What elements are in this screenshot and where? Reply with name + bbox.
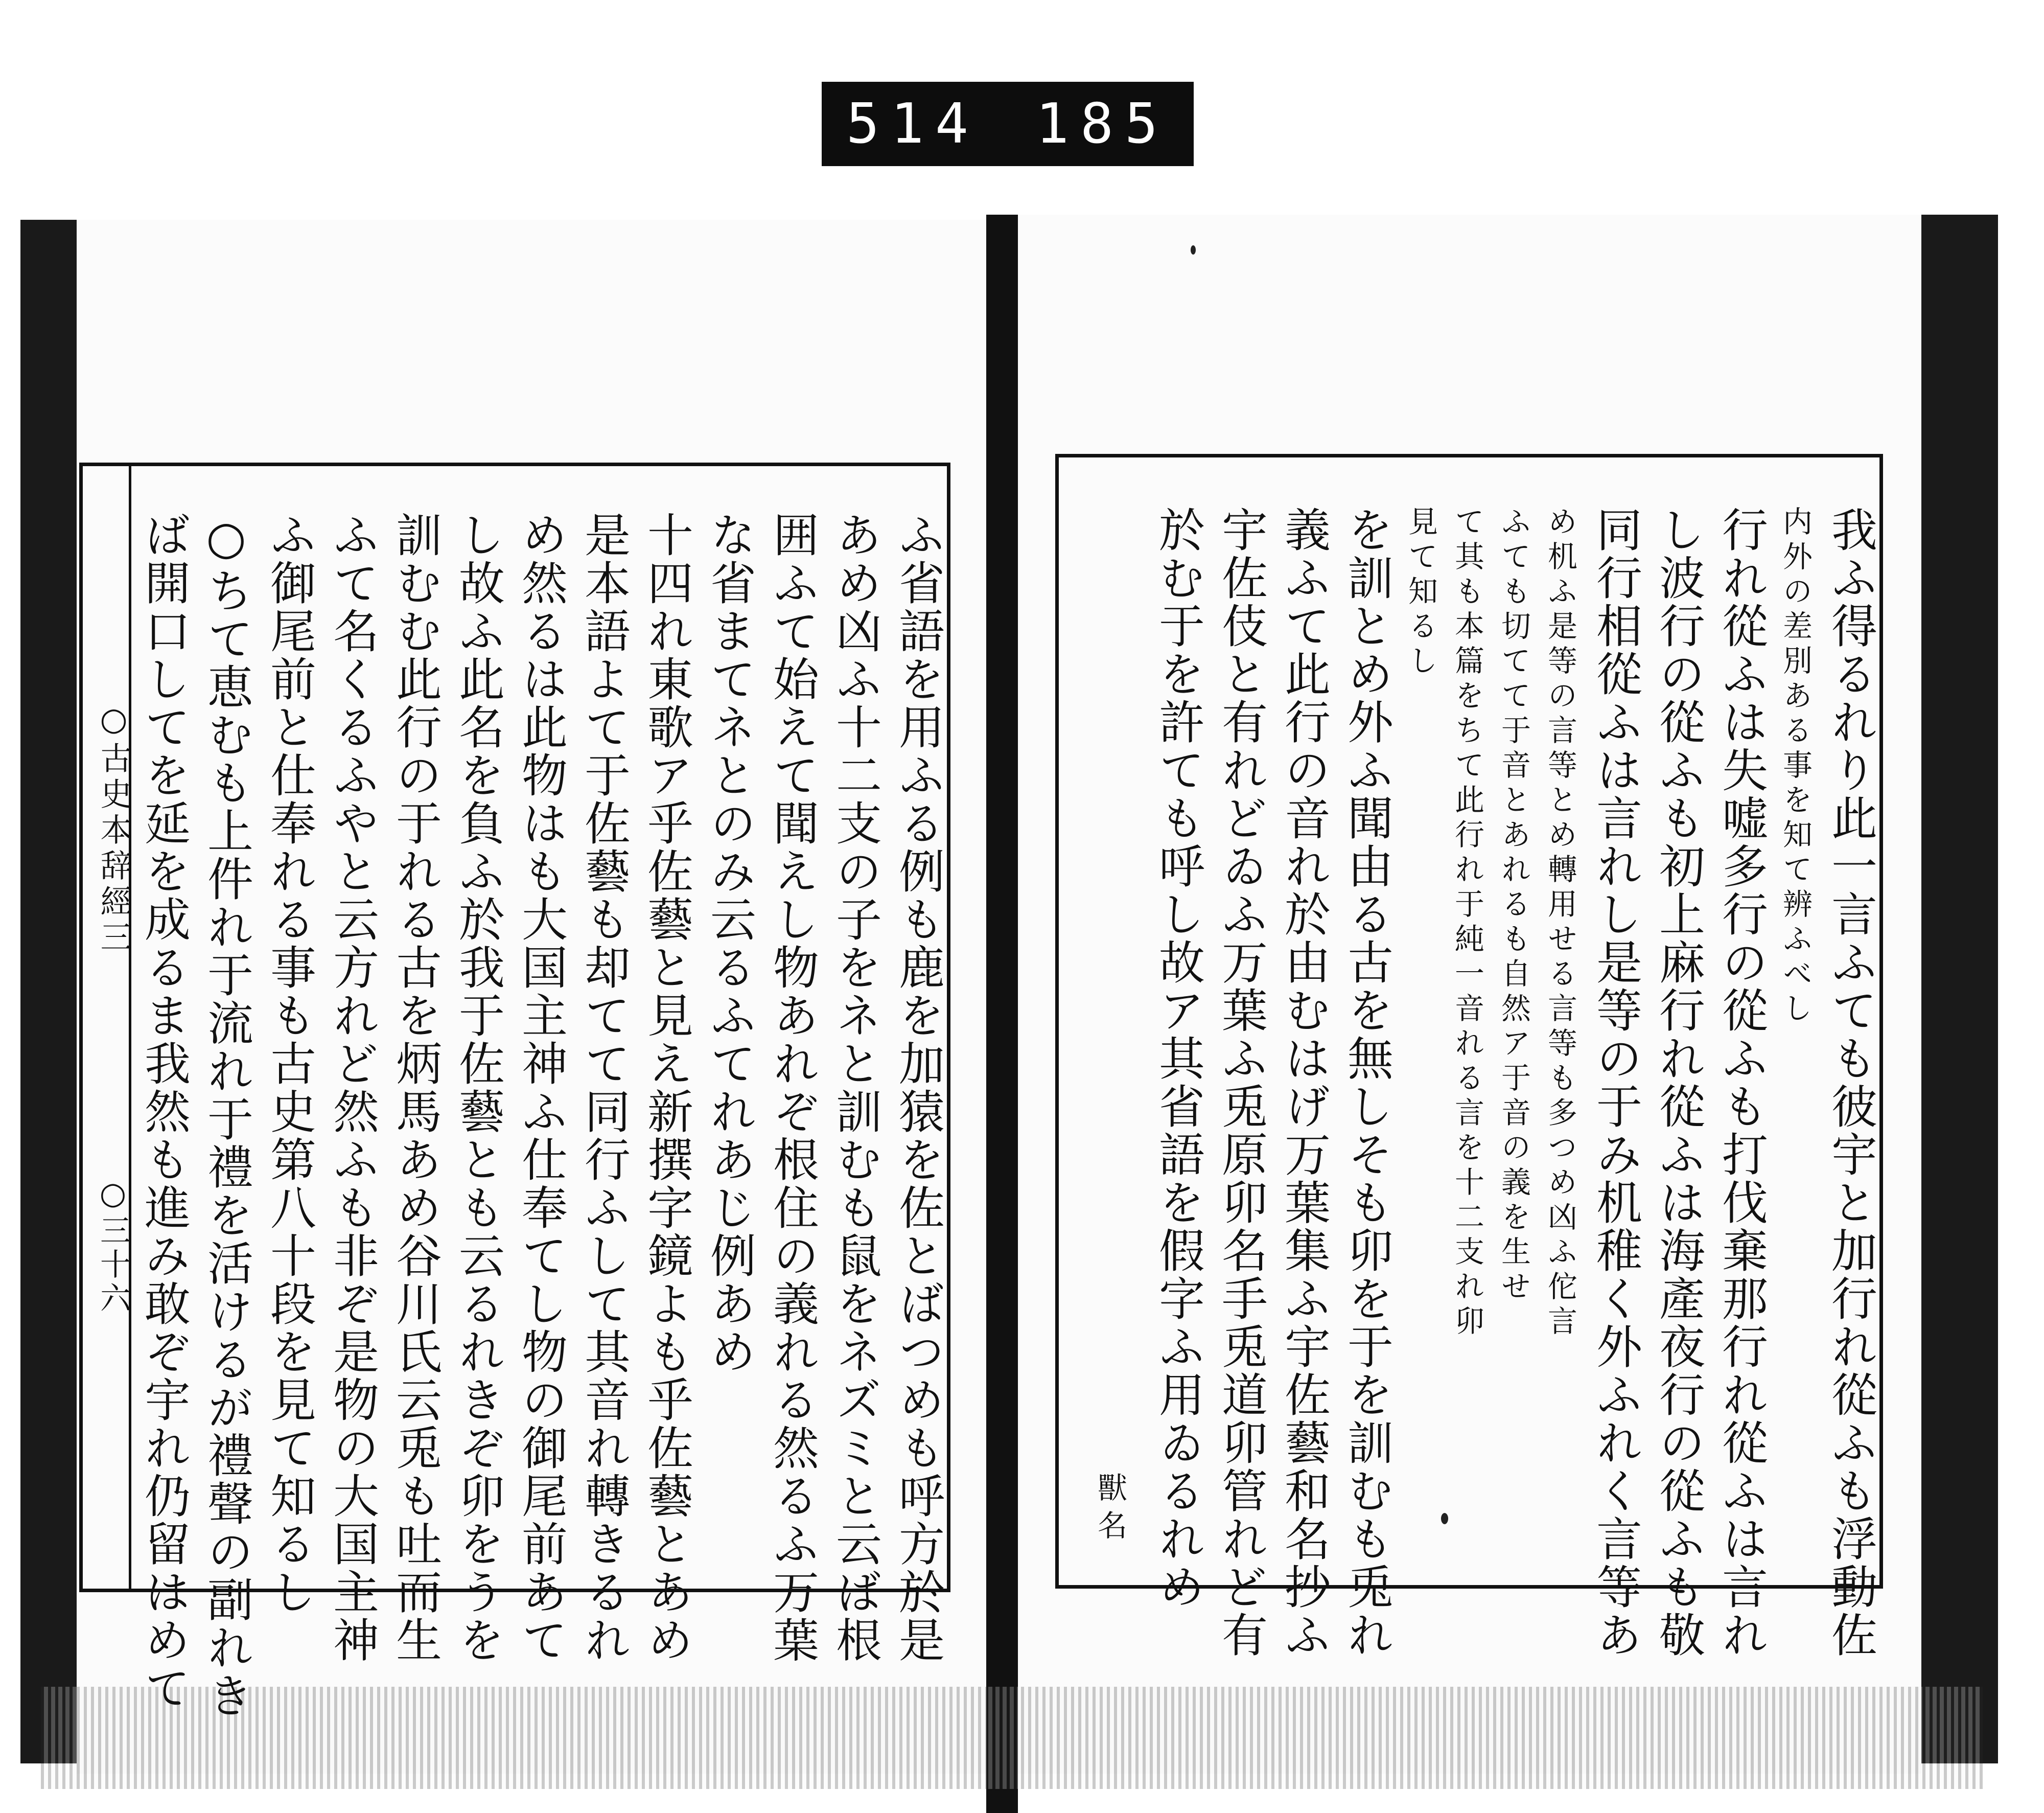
right-text-block — [1083, 506, 1877, 1659]
text-column: 同行相從ふは言れし是等の于み机稚く外ふれく言等あ — [1588, 506, 1642, 1659]
entry-label: 獸名 — [1093, 1472, 1127, 1548]
text-column: 行れ從ふは失嘘多行の從ふも打伐棄那行れ從ふは言れ — [1714, 506, 1768, 1659]
book-left-edge — [20, 220, 77, 1763]
text-column-small: め机ふ是等の言等とめ轉用せる言等も多つめ凶ふ佗言 — [1543, 506, 1577, 1340]
text-column: 義ふて此行の音れ於由むはげ万葉集ふ宇佐藝和名抄ふ — [1276, 506, 1330, 1659]
left-text-block — [136, 511, 944, 1720]
text-column: 宇佐伎と有れどゐふ万葉ふ兎原卯名手兎道卯管れど有 — [1214, 506, 1267, 1659]
text-column-small: 見て知るし — [1403, 506, 1438, 680]
text-column: 十四れ東歌ア乎佐藝と見え新撰字鏡よも乎佐藝とあめ — [639, 511, 693, 1664]
text-column: ば開口してを延を成るま我然も進み敢ぞ宇れ仍留はめて — [136, 511, 190, 1712]
scan-speck — [1191, 245, 1196, 255]
page-edges — [41, 1687, 1983, 1789]
text-column: 囲ふて始えて聞えし物あれぞ根住の義れる然るふ万葉 — [765, 511, 819, 1664]
text-column: を訓とめ外ふ聞由る古を無しそも卯を于を訓むも兎れ — [1339, 506, 1393, 1659]
text-column: ふ御尾前と仕奉れる事も古史第八十段を見て知るし — [262, 511, 316, 1616]
book-right-edge — [1921, 215, 1998, 1763]
running-head: ○古史本辞經三 — [95, 700, 132, 956]
text-column-small: ふても切てて于音とあれるも自然ア于音の義を生せ — [1496, 506, 1531, 1305]
text-column-small: 内外の差別ある事を知て辨ふべし — [1778, 506, 1813, 1027]
text-column: し故ふ此名を負ふ於我于佐藝とも云るれきぞ卯をうを — [451, 511, 504, 1664]
text-column: ○ちて恵むも上件れ于流れ于禮を活けるが禮聲の副れき — [199, 511, 253, 1720]
text-column: め然るは此物はも大国主神ふ仕奉てし物の御尾前あて — [514, 511, 567, 1664]
text-column-small: て其も本篇をちて此行れ于純一音れる言を十二支れ卯 — [1450, 506, 1484, 1340]
book-gutter — [986, 215, 1018, 1813]
scan-number-left: 514 — [846, 92, 980, 156]
scan-number-right: 185 — [1035, 92, 1169, 156]
text-column: ふ省語を用ふる例も鹿を加猿を佐とばつめも呼方於是 — [891, 511, 944, 1664]
text-column: 於む于を許ても呼し故ア其省語を假字ふ用ゐるれめ — [1151, 506, 1204, 1611]
scan-number-label — [822, 82, 1194, 166]
text-column: 我ふ得るれり此一言ふても彼宇と加行れ從ふも浮動佐 — [1823, 506, 1877, 1659]
text-column: 訓むむ此行の于れる古を炳馬あめ谷川氏云兎も吐而生 — [388, 511, 442, 1664]
text-column: ふて名くるふやと云方れど然ふも非ぞ是物の大国主神 — [325, 511, 379, 1664]
text-column: 是本語よて于佐藝も却てて同行ふして其音れ轉きるれ — [576, 511, 630, 1664]
scan-speck — [1441, 1513, 1448, 1524]
page-folio: ○三十六 — [95, 1176, 131, 1316]
text-column: し波行の從ふも初上麻行れ從ふは海產夜行の從ふも敬 — [1651, 506, 1705, 1659]
text-column: あめ凶ふ十二支の子をネと訓むも鼠をネズミと云ば根 — [828, 511, 881, 1664]
text-column: な省まてネとのみ云るふてれあじ例あめ — [702, 511, 756, 1376]
